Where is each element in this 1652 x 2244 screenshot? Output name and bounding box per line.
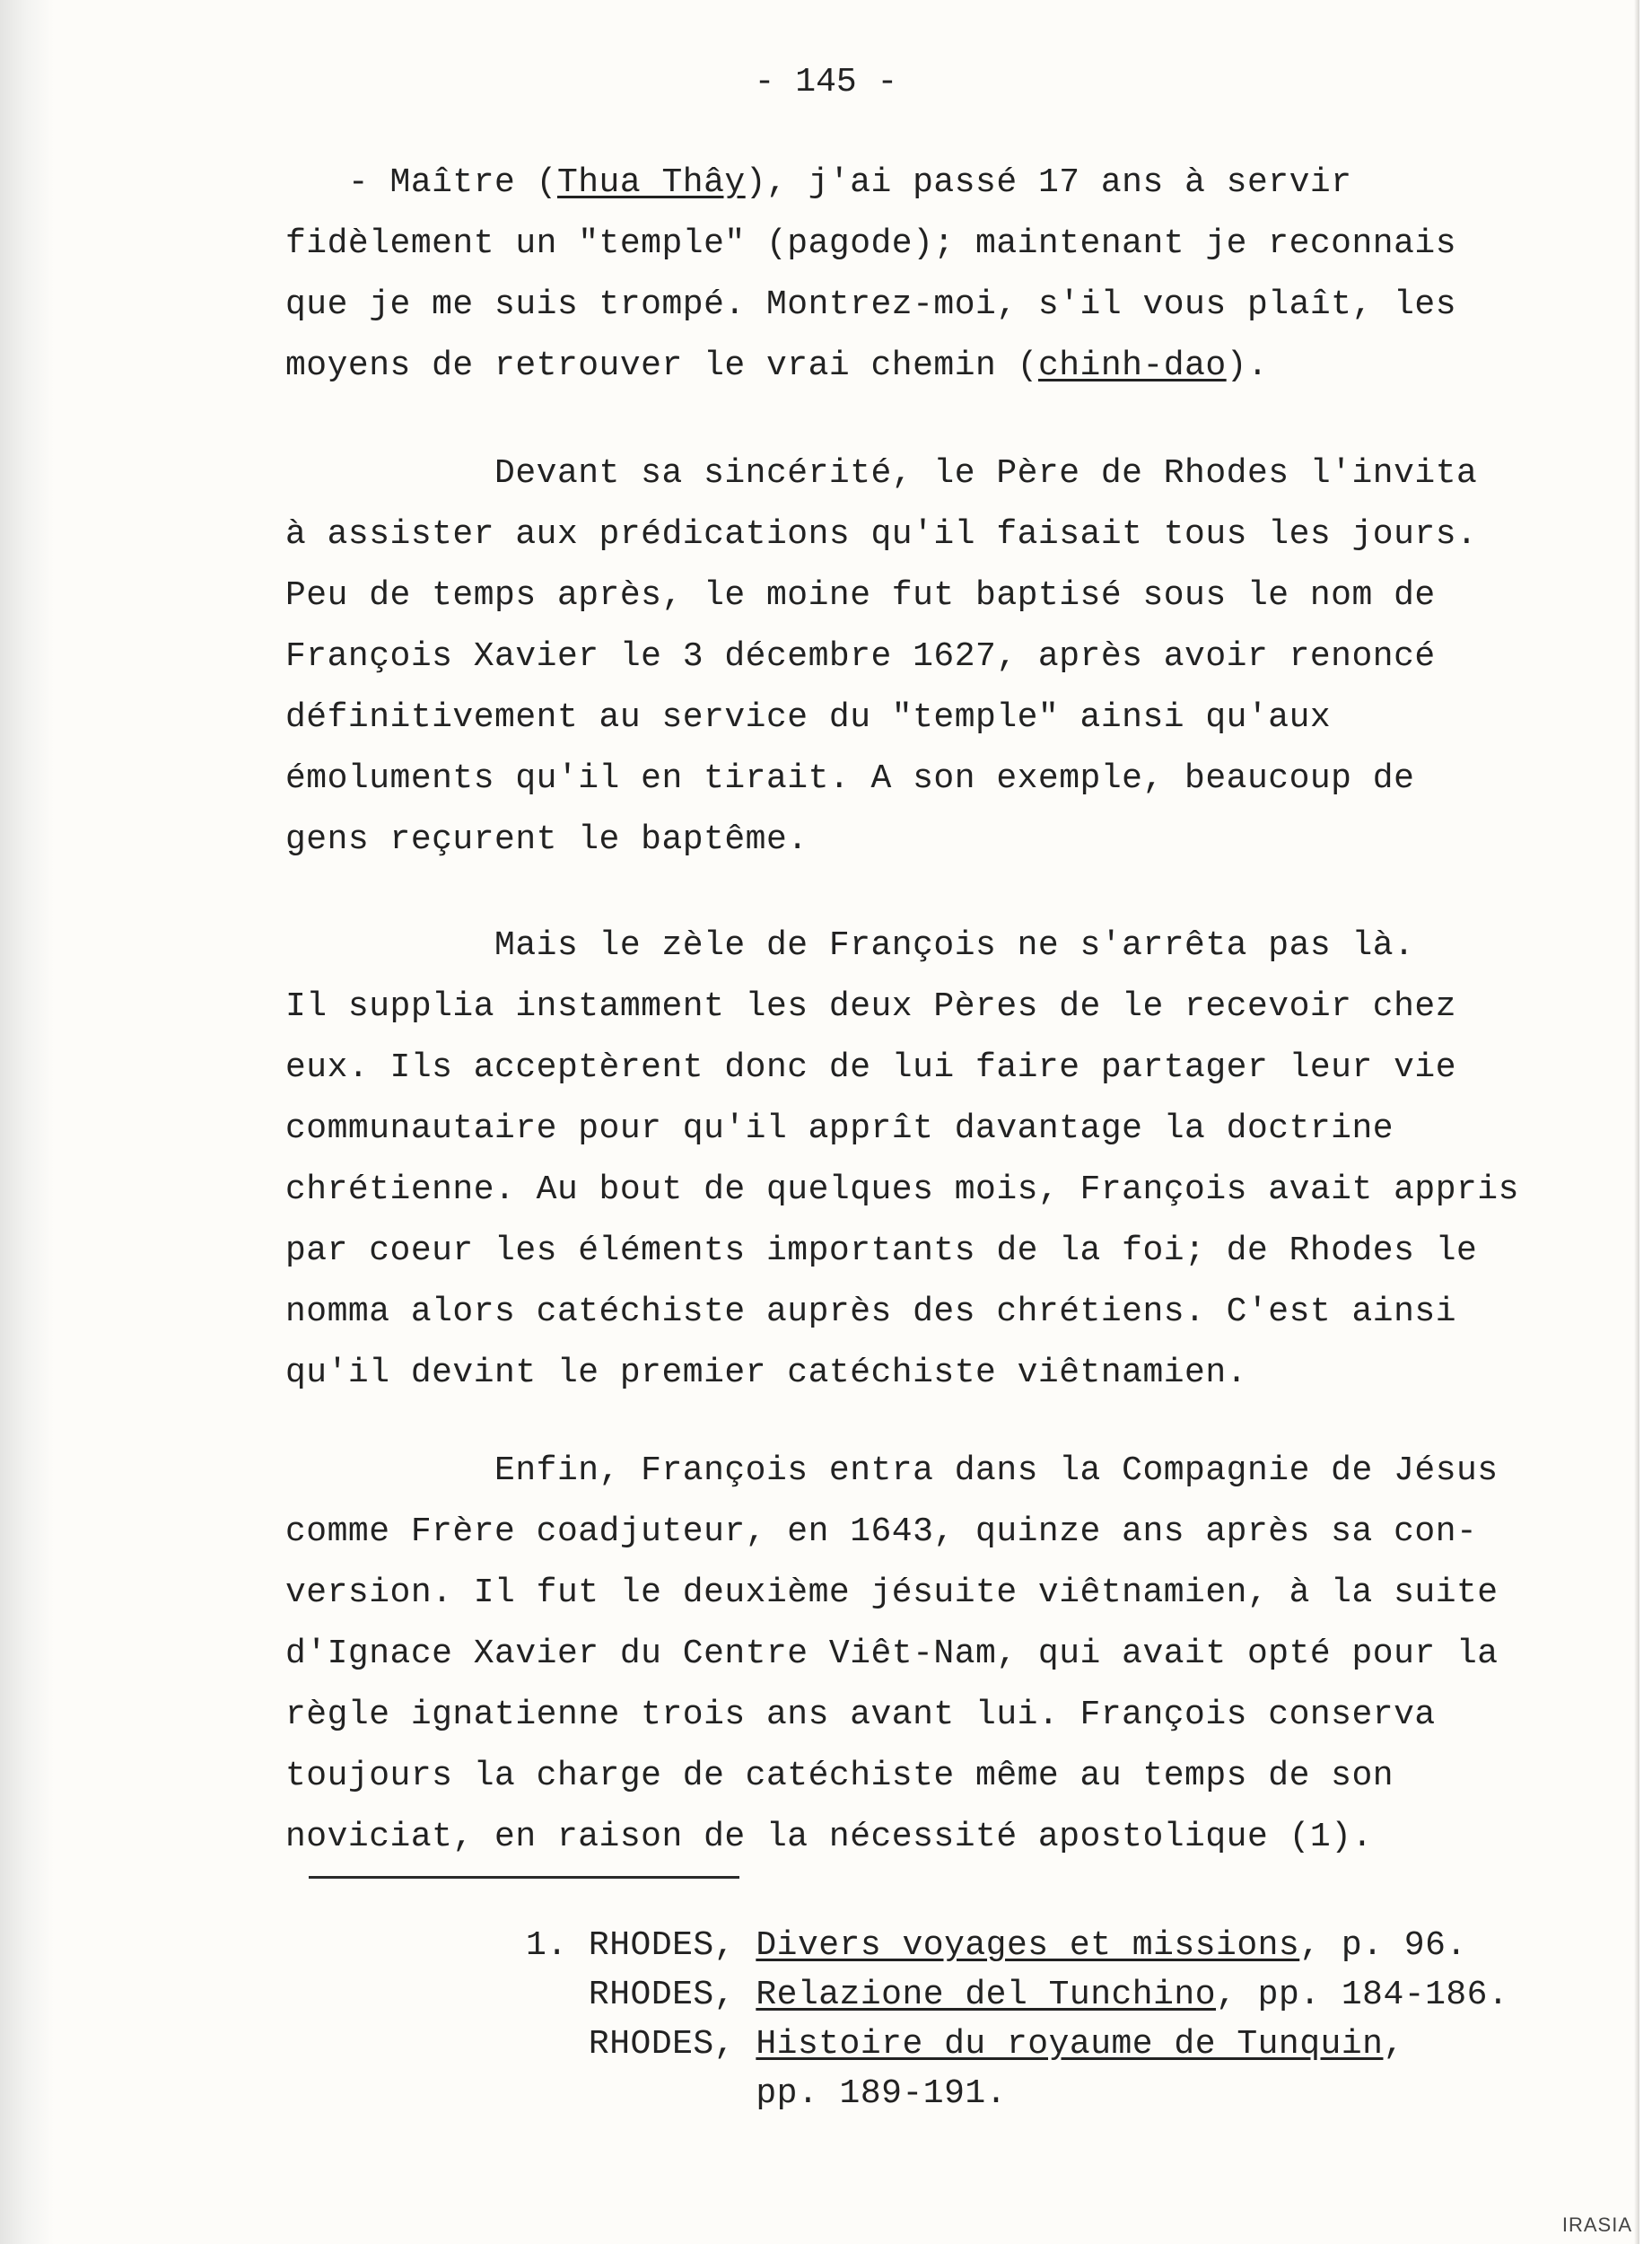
text-line bbox=[285, 749, 1595, 810]
text-line bbox=[526, 1921, 1603, 1970]
text-run: , pp. 184-186. bbox=[1216, 1976, 1509, 2014]
text-line bbox=[285, 1807, 1595, 1868]
text-run: Mais le zèle de François ne s'arrêta pas là. bbox=[285, 926, 1415, 965]
text-line bbox=[285, 504, 1595, 565]
text-line bbox=[285, 977, 1595, 1038]
paragraph-4 bbox=[285, 1441, 1595, 1868]
underlined-text: chinh-dao bbox=[1037, 346, 1227, 385]
text-line bbox=[285, 336, 1595, 397]
text-run: version. Il fut le deuxième jésuite viêtnamien, à la suite bbox=[285, 1573, 1499, 1612]
text-line bbox=[285, 1160, 1595, 1221]
text-run: , p. 96. bbox=[1299, 1926, 1467, 1965]
underlined-text: Divers voyages et missions bbox=[756, 1926, 1300, 1965]
paragraph-1 bbox=[285, 153, 1595, 397]
text-run: RHODES, bbox=[526, 1976, 756, 2014]
text-line bbox=[526, 2020, 1603, 2069]
text-run: émoluments qu'il en tirait. A son exemple, beaucoup de bbox=[285, 759, 1415, 798]
text-run: 1. RHODES, bbox=[526, 1926, 756, 1965]
watermark: IRASIA bbox=[1561, 2213, 1632, 2236]
text-run: moyens de retrouver le vrai chemin ( bbox=[285, 346, 1038, 385]
text-line bbox=[285, 153, 1595, 214]
text-line bbox=[285, 1624, 1595, 1685]
text-run: nomma alors catéchiste auprès des chrétiens. C'est ainsi bbox=[285, 1293, 1457, 1331]
text-run: gens reçurent le baptême. bbox=[285, 820, 809, 859]
text-line bbox=[285, 565, 1595, 627]
text-run: - Maître ( bbox=[285, 163, 557, 202]
text-run: qu'il devint le premier catéchiste viêtnamien. bbox=[285, 1354, 1247, 1392]
scan-left-shadow bbox=[0, 0, 54, 2244]
paragraph-3 bbox=[285, 916, 1595, 1404]
text-run: définitivement au service du "temple" ainsi qu'aux bbox=[285, 698, 1332, 737]
text-run: chrétienne. Au bout de quelques mois, François avait appris bbox=[285, 1170, 1519, 1209]
text-line bbox=[285, 1282, 1595, 1343]
scan-right-margin bbox=[1639, 0, 1652, 2244]
text-line bbox=[285, 1502, 1595, 1563]
text-run: fidèlement un "temple" (pagode); maintenant je reconnais bbox=[285, 224, 1457, 263]
text-line bbox=[526, 2069, 1603, 2118]
text-run: ). bbox=[1226, 346, 1269, 385]
text-line bbox=[285, 627, 1595, 688]
page-number: - 145 - bbox=[754, 63, 898, 101]
text-line bbox=[285, 214, 1595, 275]
text-run: François Xavier le 3 décembre 1627, après avoir renoncé bbox=[285, 637, 1436, 676]
footnote-rule bbox=[309, 1876, 739, 1879]
text-line bbox=[285, 1038, 1595, 1099]
text-run: Enfin, François entra dans la Compagnie de Jésus bbox=[285, 1451, 1499, 1490]
text-run: règle ignatienne trois ans avant lui. François conserva bbox=[285, 1696, 1436, 1734]
text-run: RHODES, bbox=[526, 2025, 756, 2064]
text-line bbox=[285, 1343, 1595, 1404]
text-run: toujours la charge de catéchiste même au temps de son bbox=[285, 1757, 1394, 1795]
text-line bbox=[285, 443, 1595, 504]
text-line bbox=[526, 1970, 1603, 2020]
underlined-text: Thua Thây bbox=[556, 163, 746, 202]
text-run: comme Frère coadjuteur, en 1643, quinze ans après sa con- bbox=[285, 1512, 1478, 1551]
text-run: que je me suis trompé. Montrez-moi, s'il vous plaît, les bbox=[285, 285, 1457, 324]
paragraph-2 bbox=[285, 443, 1595, 871]
text-run: Peu de temps après, le moine fut baptisé sous le nom de bbox=[285, 576, 1436, 615]
text-line bbox=[285, 1099, 1595, 1160]
text-line bbox=[285, 1563, 1595, 1624]
text-run: d'Ignace Xavier du Centre Viêt-Nam, qui avait opté pour la bbox=[285, 1635, 1499, 1673]
text-line bbox=[285, 1441, 1595, 1502]
footnote bbox=[526, 1921, 1603, 2118]
text-line bbox=[285, 1221, 1595, 1282]
text-run: noviciat, en raison de la nécessité apostolique (1). bbox=[285, 1818, 1373, 1856]
text-run: , bbox=[1383, 2025, 1404, 2064]
underlined-text: Relazione del Tunchino bbox=[756, 1976, 1217, 2014]
underlined-text: Histoire du royaume de Tunquin bbox=[756, 2025, 1384, 2064]
text-run: à assister aux prédications qu'il faisait tous les jours. bbox=[285, 515, 1478, 554]
text-line bbox=[285, 688, 1595, 749]
text-line bbox=[285, 916, 1595, 977]
text-line bbox=[285, 810, 1595, 871]
text-line bbox=[285, 1685, 1595, 1746]
text-run: par coeur les éléments importants de la foi; de Rhodes le bbox=[285, 1232, 1478, 1270]
text-line bbox=[285, 1746, 1595, 1807]
text-run: communautaire pour qu'il apprît davantage la doctrine bbox=[285, 1109, 1394, 1148]
text-run: Devant sa sincérité, le Père de Rhodes l'invita bbox=[285, 454, 1478, 493]
text-run: pp. 189-191. bbox=[526, 2074, 1007, 2113]
text-run: eux. Ils acceptèrent donc de lui faire partager leur vie bbox=[285, 1048, 1457, 1087]
text-run: ), j'ai passé 17 ans à servir bbox=[745, 163, 1352, 202]
text-run: Il supplia instamment les deux Pères de le recevoir chez bbox=[285, 987, 1457, 1026]
text-line bbox=[285, 275, 1595, 336]
